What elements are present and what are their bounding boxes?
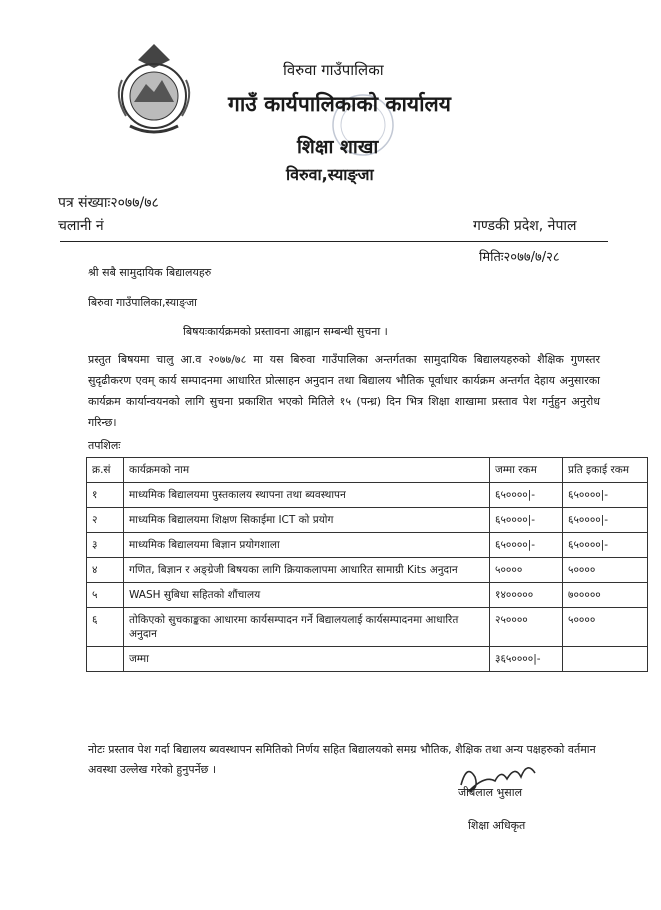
province-label: गण्डकी प्रदेश, नेपाल (473, 218, 577, 234)
details-label: तपशिलः (88, 439, 121, 452)
cell-sn (87, 647, 124, 672)
cell-total: ५०००० (490, 558, 563, 583)
cell-program: तोकिएको सुचकाङ्कका आधारमा कार्यसम्पादन गर्ने बिद्यालयलाई कार्यसम्पादनमा आधारित अनुदान (124, 608, 490, 647)
note-text: नोटः प्रस्ताव पेश गर्दा बिद्यालय ब्यवस्थापन समितिको निर्णय सहित बिद्यालयको समग्र भौतिक, शैक्षिक तथा अन्य पक्षहरुको वर्तमान अवस्था उल्लेख गरेको हुनुपर्नेछ । (88, 743, 596, 776)
dispatch-number: चलानी नं (58, 218, 104, 234)
cell-unit: ६५००००|- (563, 483, 648, 508)
signatory-name: जीबलाल भुसाल (458, 786, 523, 799)
header-divider (60, 241, 608, 242)
cell-sn: १ (87, 483, 124, 508)
table-row (87, 483, 648, 508)
cell-unit: ५०००० (563, 558, 648, 583)
cell-total: २५०००० (490, 608, 563, 647)
cell-unit (563, 647, 648, 672)
header-unit: प्रति इकाई रकम (563, 458, 648, 483)
cell-program: जम्मा (124, 647, 490, 672)
cell-sn: ५ (87, 583, 124, 608)
cell-sn: ४ (87, 558, 124, 583)
cell-total: १४००००० (490, 583, 563, 608)
municipality-name: विरुवा गाउँपालिका (283, 61, 384, 79)
recipient-line-1: श्री सबै सामुदायिक बिद्यालयहरु (88, 266, 212, 279)
office-name: गाउँ कार्यपालिकाको कार्यालय (228, 92, 451, 116)
cell-sn: २ (87, 508, 124, 533)
section-name: शिक्षा शाखा (297, 136, 379, 158)
nepal-emblem-icon (108, 40, 200, 140)
body-paragraph: प्रस्तुत बिषयमा चालु आ.व २०७७/७८ मा यस बिरुवा गाउँपालिका अन्तर्गतका सामुदायिक बिद्यालयहरुको शैक्षिक गुणस्तर सुदृढीकरण एवम् कार्य सम्पादनमा आधारित प्रोत्साहन अनुदान तथा बिद्यालय भौतिक पूर्वाधार कार्यक्रम अन्तर्गत देहाय अनुसारका कार्यक्रम कार्यान्वयनको लागि सुचना प्रकाशित भएको मितिले १५ (पन्ध्र) दिन भित्र शिक्षा शाखामा प्रस्ताव पेश गर्नुहुन अनुरोध गरिन्छ। (88, 353, 600, 429)
table-row (87, 558, 648, 583)
cell-unit: ६५००००|- (563, 533, 648, 558)
table-total-row (87, 647, 648, 672)
recipient-line-2: बिरुवा गाउँपालिका,स्याङ्जा (88, 296, 197, 309)
program-table (86, 457, 648, 672)
letter-date: मितिः२०७७/७/२८ (479, 250, 560, 265)
table-row (87, 508, 648, 533)
cell-program: माध्यमिक बिद्यालयमा शिक्षण सिकाईमा ICT को प्रयोग (124, 508, 490, 533)
cell-total: ३६५००००|- (490, 647, 563, 672)
cell-program: माध्यमिक बिद्यालयमा बिज्ञान प्रयोगशाला (124, 533, 490, 558)
cell-unit: ६५००००|- (563, 508, 648, 533)
table-row (87, 608, 648, 647)
cell-program: माध्यमिक बिद्यालयमा पुस्तकालय स्थापना तथा ब्यवस्थापन (124, 483, 490, 508)
cell-program: WASH सुबिधा सहितको शौंचालय (124, 583, 490, 608)
header-total: जम्मा रकम (490, 458, 563, 483)
cell-total: ६५००००|- (490, 483, 563, 508)
cell-sn: ३ (87, 533, 124, 558)
table-row (87, 583, 648, 608)
header-program: कार्यक्रमको नाम (124, 458, 490, 483)
cell-total: ६५००००|- (490, 508, 563, 533)
cell-unit: ५०००० (563, 608, 648, 647)
cell-sn: ६ (87, 608, 124, 647)
cell-program: गणित, बिज्ञान र अङ्ग्रेजी बिषयका लागि क्रियाकलापमा आधारित सामाग्री Kits अनुदान (124, 558, 490, 583)
header-sn: क्र.सं (87, 458, 124, 483)
reference-number: पत्र संख्याः२०७७/७८ (58, 195, 159, 211)
cell-total: ६५००००|- (490, 533, 563, 558)
table-row (87, 533, 648, 558)
table-header-row (87, 458, 648, 483)
office-location: विरुवा,स्याङ्जा (286, 165, 374, 184)
subject-line: बिषयःकार्यक्रमको प्रस्तावना आह्वान सम्बन्धी सुचना । (183, 325, 388, 338)
signatory-title: शिक्षा अधिकृत (468, 819, 526, 832)
cell-unit: ७००००० (563, 583, 648, 608)
